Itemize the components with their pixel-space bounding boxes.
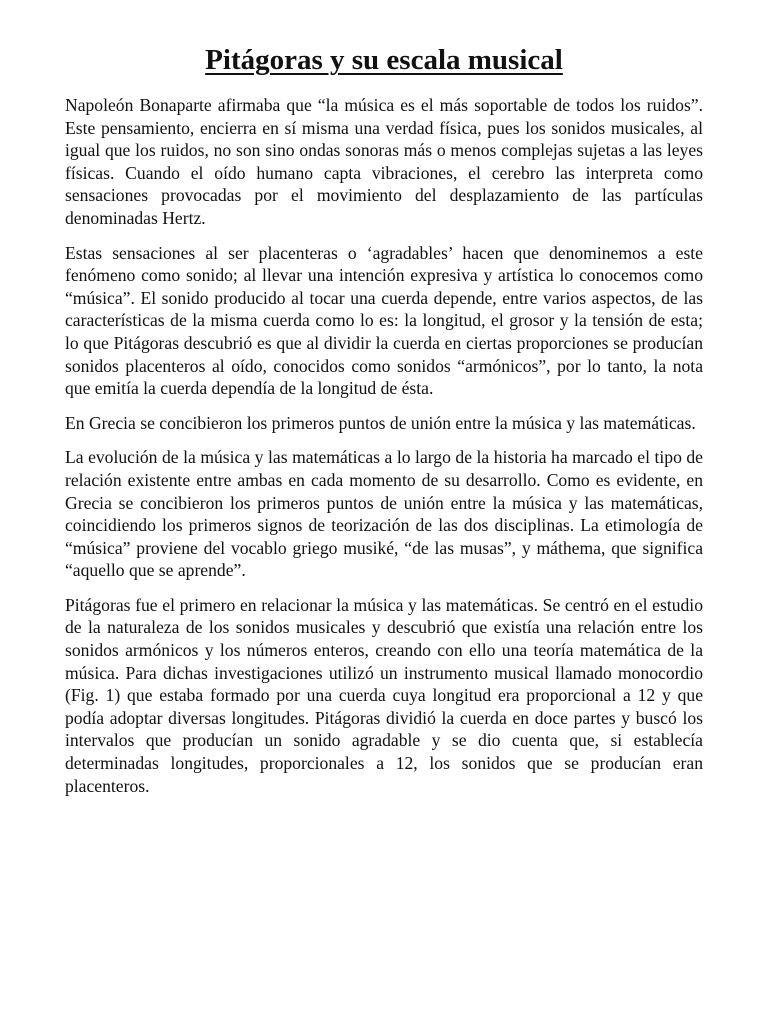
document-title: Pitágoras y su escala musical — [205, 44, 563, 76]
paragraph-3: En Grecia se concibieron los primeros puntos de unión entre la música y las matemáticas. — [65, 412, 696, 433]
document-page — [65, 40, 703, 809]
paragraph-1: Napoleón Bonaparte afirmaba que “la música es el más soportable de todos los ruidos”. Este pensamiento, encierra en sí misma una verdad física, pues los sonidos musicales, al igual que los ruidos, no son sino ondas sonoras más o menos complejas sujetas a las leyes físicas. Cuando el oído humano capta vibraciones, el cerebro las interpreta como sensaciones provocadas por el movimiento del desplazamiento de las partículas denominadas Hertz. — [65, 95, 703, 228]
paragraph-5: Pitágoras fue el primero en relacionar la música y las matemáticas. Se centró en el estudio de la naturaleza de los sonidos musicales y descubrió que existía una relación entre los sonidos armónicos y los números enteros, creando con ello una teoría matemática de la música. Para dichas investigaciones utilizó un instrumento musical llamado monocordio (Fig. 1) que estaba formado por una cuerda cuya longitud era proporcional a 12 y que podía adoptar diversas longitudes. Pitágoras dividió la cuerda en doce partes y buscó los intervalos que producían un sonido agradable y se dio cuenta que, si establecía determinadas longitudes, proporcionales a 12, los sonidos que se producían eran placenteros. — [65, 594, 703, 796]
paragraph-4: La evolución de la música y las matemáticas a lo largo de la historia ha marcado el tipo de relación existente entre ambas en cada momento de su desarrollo. Como es evidente, en Grecia se concibieron los primeros puntos de unión entre la música y las matemáticas, coincidiendo los primeros signos de teorización de las dos disciplinas. La etimología de “música” proviene del vocablo griego musiké, “de las musas”, y máthema, que significa “aquello que se aprende”. — [65, 447, 703, 581]
paragraph-2: Estas sensaciones al ser placenteras o ‘agradables’ hacen que denominemos a este fenómeno como sonido; al llevar una intención expresiva y artística lo conocemos como “música”. El sonido producido al tocar una cuerda depende, entre varios aspectos, de las características de la misma cuerda como lo es: la longitud, el grosor y la tensión de esta; lo que Pitágoras descubrió es que al dividir la cuerda en ciertas proporciones se producían sonidos placenteros al oído, conocidos como sonidos “armónicos”, por lo tanto, la nota que emitía la cuerda dependía de la longitud de ésta. — [65, 242, 703, 399]
